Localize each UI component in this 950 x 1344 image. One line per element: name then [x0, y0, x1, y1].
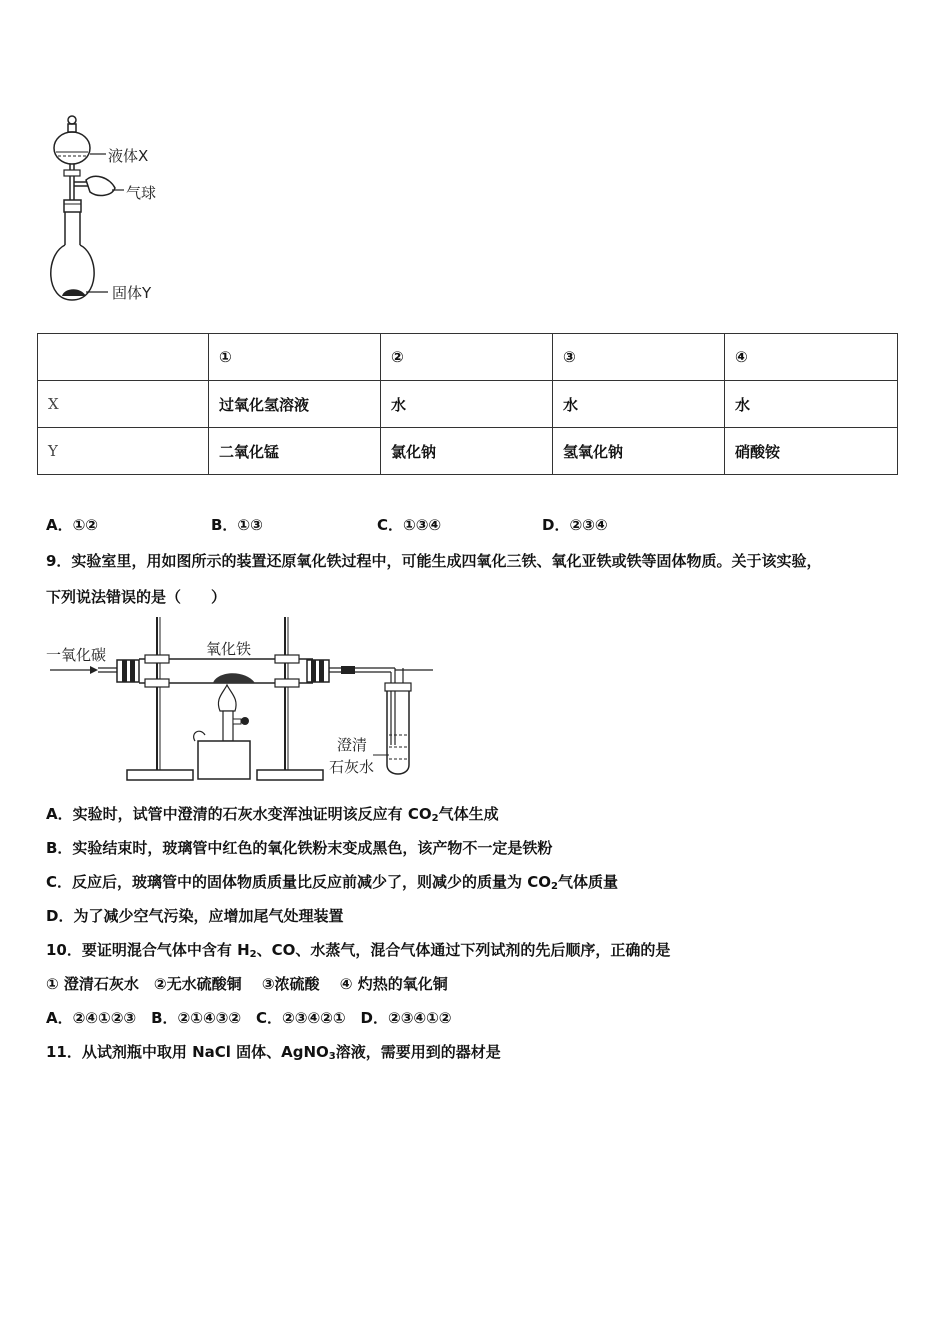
- table-cell: 水: [553, 381, 725, 428]
- table-header-cell: ④: [725, 334, 898, 381]
- table-header-cell: ①: [209, 334, 381, 381]
- q8-option-a[interactable]: A．①②: [46, 516, 99, 534]
- table-cell: 水: [381, 381, 553, 428]
- table-header-cell: ③: [553, 334, 725, 381]
- limewater-label-1: 澄清: [337, 736, 368, 754]
- q9-option-d[interactable]: D．为了减少空气污染，应增加尾气处理装置: [46, 907, 344, 925]
- co-label: 一氧化碳: [46, 646, 107, 664]
- table-cell: 过氧化氢溶液: [209, 381, 381, 428]
- q8-option-b[interactable]: B．①③: [211, 516, 263, 534]
- q9-option-b[interactable]: B．实验结束时，玻璃管中红色的氧化铁粉末变成黑色，该产物不一定是铁粉: [46, 839, 553, 857]
- reagent-table: [37, 333, 898, 475]
- liquid-x-label: 液体X: [108, 147, 149, 165]
- table-cell: 水: [725, 381, 898, 428]
- table-row: [38, 428, 898, 475]
- solid-y-label: 固体Y: [112, 284, 152, 302]
- table-cell: 氢氧化钠: [553, 428, 725, 475]
- table-cell: 二氧化锰: [209, 428, 381, 475]
- iron-oxide-label: 氧化铁: [206, 640, 252, 658]
- q9-option-a[interactable]: A．实验时，试管中澄清的石灰水变浑浊证明该反应有 $CO_2$气体生成: [46, 805, 499, 824]
- table-cell: 氯化钠: [381, 428, 553, 475]
- row-head-y: Y: [38, 428, 209, 475]
- table-header-cell: ②: [381, 334, 553, 381]
- q9-stem-line2: 下列说法错误的是（ ）: [46, 588, 227, 606]
- q10-reagents: ① 澄清石灰水 ②无水硫酸铜 ③浓硫酸 ④ 灼热的氧化铜: [46, 975, 448, 993]
- q8-option-d[interactable]: D．②③④: [542, 516, 608, 534]
- limewater-label-2: 石灰水: [329, 758, 375, 776]
- q9-option-c[interactable]: C．反应后，玻璃管中的固体物质质量比反应前减少了，则减少的质量为 $CO_2$气体质量: [46, 873, 618, 892]
- table-row: [38, 381, 898, 428]
- table-cell: 硝酸铵: [725, 428, 898, 475]
- q10-options[interactable]: A．②④①②③ B．②①④③② C．②③④②① D．②③④①②: [46, 1009, 452, 1027]
- q10-stem: 10．要证明混合气体中含有 $H_2$、CO、水蒸气，混合气体通过下列试剂的先后顺序，正确的是: [46, 941, 671, 960]
- q11-stem: 11．从试剂瓶中取用 NaCl 固体、AgNO$_3$溶液，需要用到的器材是: [46, 1043, 501, 1062]
- flask-apparatus-figure: [40, 110, 180, 305]
- q8-option-c[interactable]: C．①③④: [377, 516, 442, 534]
- table-header-row: [38, 334, 898, 381]
- q9-stem-line1: 9．实验室里，用如图所示的装置还原氧化铁过程中，可能生成四氧化三铁、氧化亚铁或铁等固体物质。关于该实验，: [46, 552, 822, 570]
- balloon-label: 气球: [126, 184, 157, 202]
- table-header-cell: [38, 334, 209, 381]
- row-head-x: X: [38, 381, 209, 428]
